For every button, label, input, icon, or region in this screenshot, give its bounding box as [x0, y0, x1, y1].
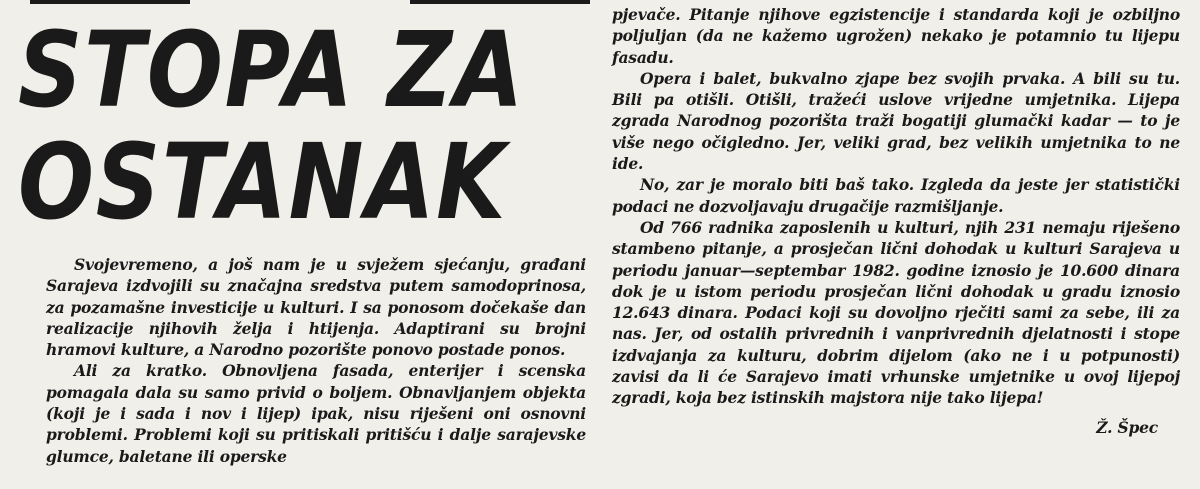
paragraph: Od 766 radnika zaposlenih u kulturi, njih 231 nemaju riješeno stambeno pitanje, a prosječan lični dohodak u kulturi Sarajeva u periodu januar—septembar 1982. godine iznosio je 10.600 dinara dok je u istom periodu prosječan lični dohodak u gradu iznosio 12.643 dinara. Podaci koji su dovoljno rječiti sami za sebe, ili za nas. Jer, od ostalih privrednih i vanprivrednih djelatnosti i stope izdvajanja za kulturu, dobrim dijelom (ako ne i u potpunosti) zavisi da li će Sarajevo imati vrhunske umjetnike u ovoj lijepoj zgradi, koja bez istinskih majstora nije tako lijepa! — [612, 217, 1180, 408]
paragraph: No, zar je moralo biti baš tako. Izgleda da jeste jer statistički podaci ne dozvoljavaju drugačije razmišljanje. — [612, 175, 1180, 216]
paragraph: Svojevremeno, a još nam je u svježem sjećanju, građani Sarajeva izdvojili su značajna sredstva putem samodoprinosa, za pozamašne investicije u kulturi. I sa ponosom dočekaše dan realizacije njihovih želja i htijenja. Adaptirani su brojni hramovi kulture, a Narodno pozorište ponovo postade ponos. — [46, 255, 586, 360]
author-signature: Ž. Špec — [1096, 417, 1158, 437]
headline-line-2: OSTANAK — [18, 121, 508, 243]
paragraph: Ali za kratko. Obnovljena fasada, enterijer i scenska pomagala dala su samo privid o boljem. Obnavljanjem objekta (koji je i sada i nov i lijep) ipak, nisu riješeni oni osnovni problemi. Problemi koji su pritiskali pritišću i dalje sarajevske glumce, baletane ili operske — [46, 361, 586, 466]
top-rule-right — [410, 0, 590, 4]
paragraph: pjevače. Pitanje njihove egzistencije i standarda koji je ozbiljno poljuljan (da ne kažemo ugrožen) nekako je potamnio tu lijepu fasadu. — [612, 5, 1180, 67]
right-column — [612, 4, 1180, 438]
headline — [18, 9, 525, 243]
top-rule-left — [30, 0, 190, 4]
headline-line-1: STOPA ZA — [18, 9, 525, 131]
left-column — [46, 254, 586, 467]
paragraph: Opera i balet, bukvalno zjape bez svojih prvaka. A bili su tu. Bili pa otišli. Otišli, tražeći uslove vrijedne umjetnika. Lijepa zgrada Narodnog pozorišta traži bogatiji glumački kadar — to je više nego očigledno. Jer, veliki grad, bez velikih umjetnika to ne ide. — [612, 68, 1180, 174]
